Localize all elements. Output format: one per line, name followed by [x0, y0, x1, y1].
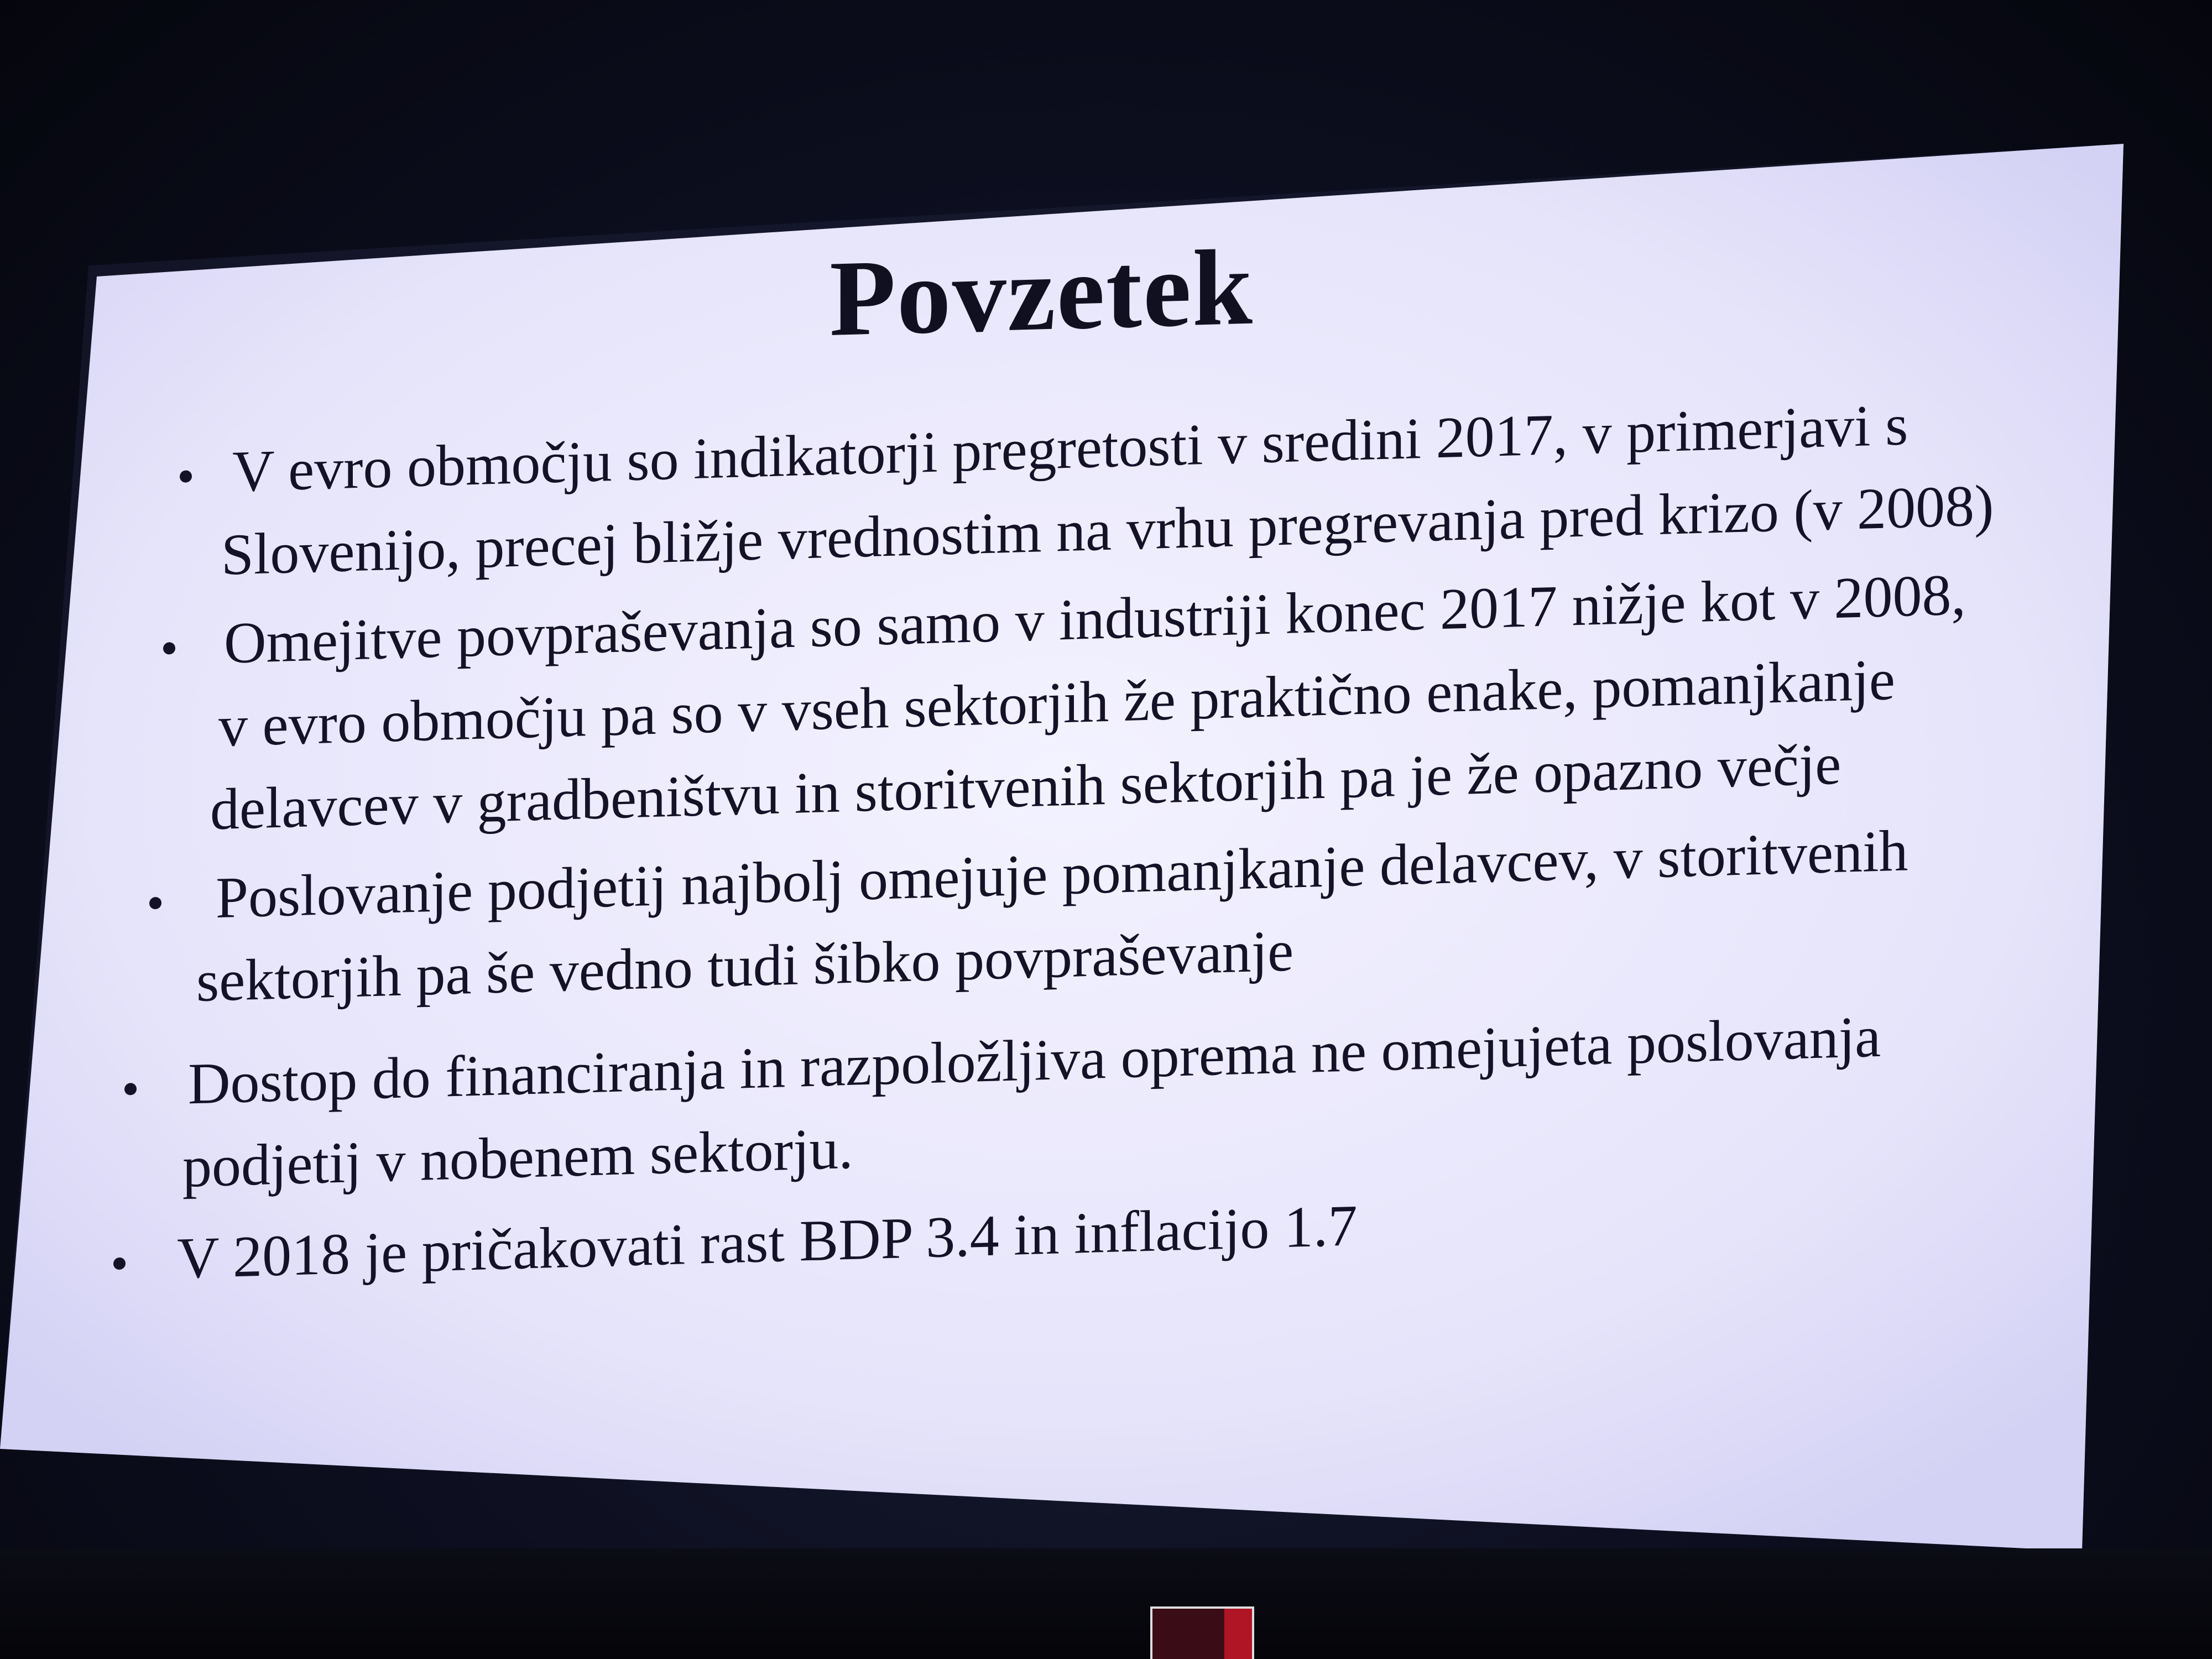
bullet-line: podjetij v nobenem sektorju. [182, 1115, 853, 1199]
podium-sign [1150, 1606, 1254, 1659]
bullet-dot-icon [124, 1083, 137, 1095]
bullet-line: v evro območju pa so v vseh sektorjih že praktično enake, pomanjkanje [218, 647, 1895, 759]
bullet-dot-icon [149, 897, 161, 910]
bullet-line: sektorjih pa še vedno tudi šibko povpraševanje [196, 918, 1294, 1014]
bullet-line: V 2018 je pričakovati rast BDP 3.4 in inflacijo 1.7 [177, 1193, 1358, 1291]
bullet-line: Omejitve povpraševanja so samo v industriji konec 2017 nižje kot v 2008, [224, 562, 1966, 676]
stage-foreground [0, 1548, 2212, 1659]
podium-sign-stripe [1224, 1609, 1252, 1659]
bullet-dot-icon [163, 642, 175, 655]
bullet-item-2 [210, 553, 1966, 851]
bullet-line: Slovenijo, precej bližje vrednostim na vrhu pregrevanja pred krizo (v 2008) [221, 473, 1994, 587]
bullet-dot-icon [180, 470, 192, 483]
bullet-line: Dostop do financiranja in razpoložljiva oprema ne omejujeta poslovanja [188, 1004, 1881, 1117]
bullet-item-4 [182, 995, 1881, 1209]
slide-title: Povzetek [830, 227, 1254, 359]
bullet-line: Poslovanje podjetij najbolj omejuje pomanjkanje delavcev, v storitvenih [216, 818, 1908, 931]
bullet-dot-icon [113, 1258, 126, 1270]
bullet-line: delavcev v gradbeništvu in storitvenih sektorjih pa je že opazno večje [210, 731, 1841, 842]
bullet-line: V evro območju so indikatorji pregretosti v sredini 2017, v primerjavi s [232, 392, 1908, 504]
